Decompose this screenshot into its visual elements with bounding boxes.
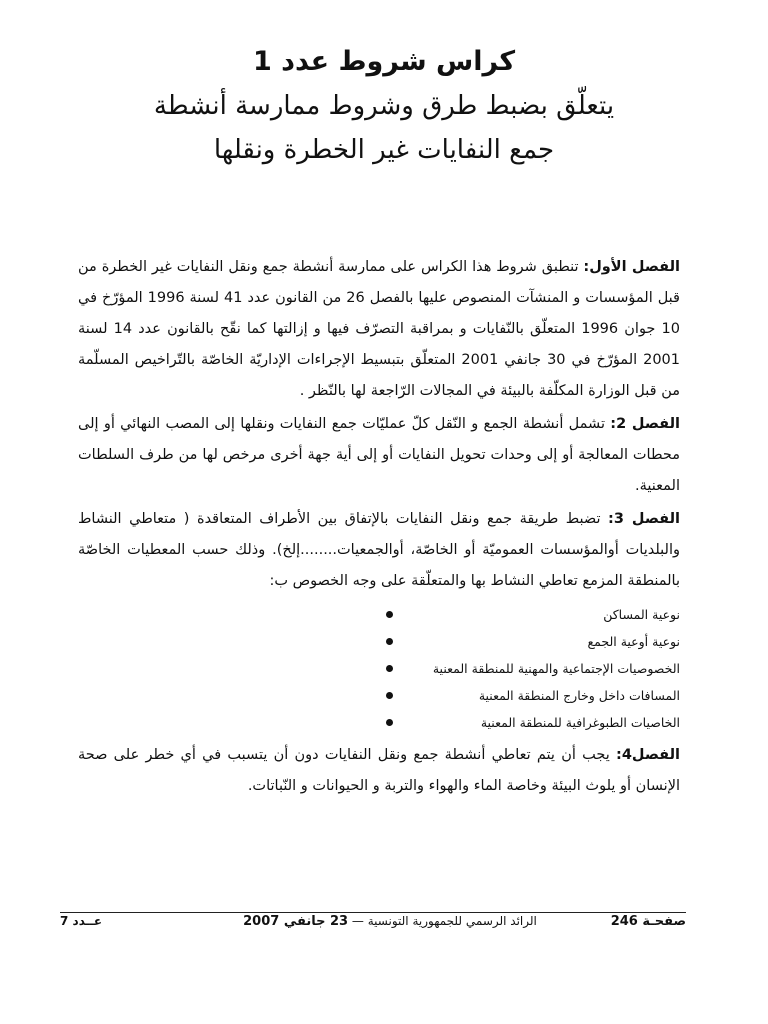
list-item: نوعية المساكن <box>410 601 680 628</box>
gazette-info <box>240 914 540 929</box>
article-4-text: يجب أن يتم تعاطي أنشطة جمع ونقل النفايات دون أن يتسبب في أي خطر على صحة الإنسان أو يلوث البيئة وخاصة الماء والهواء والتربة و الحيوانات و النّباتات. <box>78 747 680 794</box>
article-3-label: الفصل 3: <box>608 511 680 527</box>
article-2-text: تشمل أنشطة الجمع و النّقل كلّ عمليّات جمع النفايات ونقلها إلى المصب النهائي أو إلى محطات المعالجة أو إلى وحدات تحويل النفايات أو إلى أية جهة أخرى مرخص لها من طرف السلطات المعنية. <box>78 416 680 494</box>
bullet-icon <box>386 692 393 699</box>
title-block <box>60 46 708 165</box>
document-subtitle-line1: يتعلّق بضبط طرق وشروط ممارسة أنشطة <box>153 91 615 121</box>
criteria-list <box>78 601 680 736</box>
gazette-name: الرائد الرسمي للجمهورية التونسية — <box>348 914 537 928</box>
bullet-icon <box>386 719 393 726</box>
bullet-icon <box>386 611 393 618</box>
article-3-text: تضبط طريقة جمع ونقل النفايات بالإتفاق بين الأطراف المتعاقدة ( متعاطي النشاط والبلديات أوالمؤسسات العموميّة أو الخاصّة، أوالجمعيات........إلخ). وذلك حسب المعطيات الخاصّة بالمنطقة المزمع تعاطي النشاط بها والمتعلّقة على وجه الخصوص ب: <box>78 511 680 589</box>
gazette-date: 23 جانفي 2007 <box>243 914 349 929</box>
article-2-label: الفصل 2: <box>610 416 680 432</box>
page-footer <box>60 914 686 938</box>
article-2 <box>78 409 680 502</box>
issue-number: عــدد 7 <box>60 914 103 928</box>
article-1-text: تنطبق شروط هذا الكراس على ممارسة أنشطة جمع ونقل النفايات غير الخطرة من قبل المؤسسات و المنشآت المنصوص عليها بالفصل 26 من القانون عدد 41 لسنة 1996 المؤرّخ في 10 جوان 1996 المتعلّق بالنّفايات و بمراقبة التصرّف فيها و إزالتها كما نقّح بالقانون عدد 14 لسنة 2001 المؤرّخ في 30 جانفي 2001 المتعلّق بتبسيط الإجراءات الإداريّة الخاصّة بالتّراخيص المسلّمة من قبل الوزارة المكلّفة بالبيئة في المجالات الرّاجعة لها بالنّظر . <box>78 259 680 399</box>
page-number: صفحـة 246 <box>610 914 686 929</box>
document-title: كراس شروط عدد 1 <box>252 46 516 77</box>
article-3 <box>78 504 680 597</box>
document-body <box>78 252 680 802</box>
footer-divider <box>60 912 686 913</box>
article-1 <box>78 252 680 407</box>
list-item: المسافات داخل وخارج المنطقة المعنية <box>410 682 680 709</box>
bullet-icon <box>386 665 393 672</box>
list-item: الخصوصيات الإجتماعية والمهنية للمنطقة المعنية <box>410 655 680 682</box>
article-4-label: الفصل4: <box>616 747 680 763</box>
article-4 <box>78 740 680 802</box>
document-subtitle-line2: جمع النفايات غير الخطرة ونقلها <box>213 135 555 165</box>
list-item: الخاصيات الطبوغرافية للمنطقة المعنية <box>410 709 680 736</box>
bullet-icon <box>386 638 393 645</box>
list-item: نوعية أوعية الجمع <box>410 628 680 655</box>
article-1-label: الفصل الأول: <box>583 259 680 275</box>
